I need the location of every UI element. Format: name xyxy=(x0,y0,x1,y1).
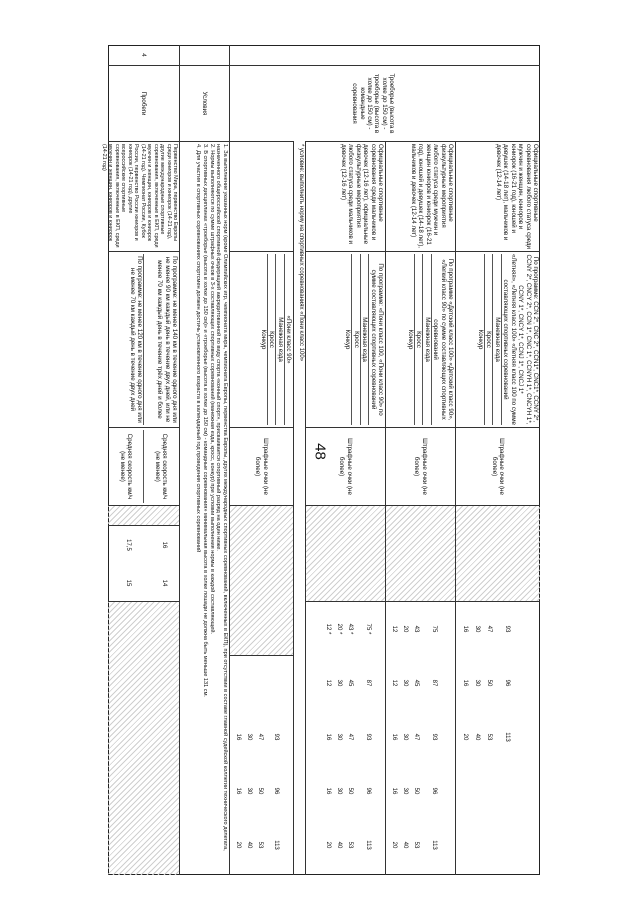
hatched-cell xyxy=(456,505,540,601)
program-cell-1: По программе: CCN 2*, CNC 2*, CCN1*, CNC1*, CCNY 2*, CCNY 2*, CNCY 2*, CCN 1*, CNC 1*, CCNYH 1*, CNCYH 1*, CCNY 1*, CNCY 1*, CCNJ 1*, CNCJ 1* «Летняя», «Летняя класс 100» «Летняя класс 100 по сумме составляющих спортивных соревнований Манежная езда Кросс Конкур xyxy=(456,251,540,427)
probeg-label: Пробеги xyxy=(108,65,179,141)
row-number-cell xyxy=(180,45,229,65)
probeg-row xyxy=(100,45,180,875)
program-cell-4: «Пони класс 90» Манежная езда Кросс Конкур xyxy=(230,251,293,427)
hatched-cell xyxy=(306,505,385,601)
values-cell-4: 93 96 113 47 50 53 30 30 40 16 16 20 xyxy=(230,655,293,875)
program-cell-2: По программе «Детский класс 100» «Детский класс 90», «Легкий класс 90» по сумме составляющих спортивных соревнований Манежная езда Кросс Конкур xyxy=(386,251,455,427)
page-number: 48 xyxy=(311,443,329,460)
criterion-cell-3: Штрафные очки (не более) xyxy=(306,427,385,505)
conditions-text: 1. За выполнение указанных норм (кроме Олимпийских игр, чемпионата мира, чемпионата Европы, первенства Европы, других международных спортивных соревнований, включенных в ЕКП), при отсутствии в составе главной судейской коллегии технического делегата, назначенного общероссийской спортивной федерацией аккредитованной по виду спорта «конный спорт», присваивается спортивный разряд на один ниже. 2. Нормы выполняются по сумме штрафных очков в 3-х составляющих спортивных соревнований (манежная езда, кросс, конкур) при условии выполнения нормы в каждой составляющей. 3. В спортивных дисциплинах «троеборье (высота в холке до 150 см)» и «троеборье (высота в холке до 150 см) - командные соревнования» минимальная высота в холке лошади не должна быть меньше 131 см. 4. Для участия в спортивных соревнованиях спортсмен должен достичь установленного возраста в календарный год проведения спортивных соревнований xyxy=(180,141,229,875)
conditions-row xyxy=(180,45,230,875)
criterion-cell-4: Штрафные очки (не более) xyxy=(230,427,293,505)
hatched-cell xyxy=(108,601,179,875)
program-cell-3: По программе: «Пони класс 100, «Пони класс 90» по сумме составляющих спортивных соревнований Манежная езда Кросс Конкур xyxy=(306,251,385,427)
table-row xyxy=(386,141,456,875)
table-row xyxy=(230,141,294,875)
criterion-cell-1: Штрафные очки (не более) xyxy=(456,427,540,505)
criterion-cell-2: Штрафные очки (не более) xyxy=(386,427,455,505)
hatched-cell xyxy=(230,505,293,655)
who-cell-4 xyxy=(230,141,293,251)
hatched-cell xyxy=(108,505,179,525)
discipline-label: Троеборье (высота в холке до 150 см) - троеборье (высота в холке до 150 см) - командные соревнования xyxy=(206,65,540,141)
hatched-cell xyxy=(386,505,455,601)
row-number-cell xyxy=(206,45,540,65)
probeg-who: Первенство Мира, первенство Европы среди юниоров и юниорок (14-21 год), другие международные спортивные соревнования, включенные в ЕКП, среди мужчин и женщин, юниоров и юниорок (14-21 год). Чемпионат России, Кубок России, первенство России юниоров и юниорок (14-21 год), другие всероссийские спортивные соревнования, включенные в ЕКП, среди мужчин и женщин, юниоров и юниорок (14-21 год) xyxy=(108,141,179,251)
values-cell-3: 75 * 87 93 96 113 43 * 45 47 50 53 20 * 30 30 30 40 12 * 12 16 16 20 xyxy=(306,601,385,875)
probeg-criteria: Средняя скорость км/ч (не менее) Средняя скорость км/ч (не менее) xyxy=(108,427,179,505)
row-number-cell: 4 xyxy=(140,53,148,57)
rotated-table-sheet xyxy=(100,45,540,875)
probeg-values: 16 14 17,5 15 xyxy=(108,525,179,601)
values-cell-1: 93 96 113 47 50 53 30 30 40 16 16 20 xyxy=(456,601,540,875)
conditions-label: Условия xyxy=(180,65,229,141)
table-row xyxy=(306,141,386,875)
who-cell-2: Официальные спортивные физкультурные мероприятия любого статуса среди мужчин и женщин юниоров и юниорок (16-21 год), юношей и девушек (14-18 лет), мальчиков и девочек (12-14 лет) xyxy=(386,141,455,251)
values-cell-2: 75 87 93 96 113 43 45 47 50 53 20 30 30 30 40 12 12 16 16 20 xyxy=(386,601,455,875)
who-cell-1: Официальные спортивные соревнования любого статуса среди мужчин и женщин, юниоров и юниорок (16-21 год), юношей и девушек (14-18 лет), мальчиков и девочек (12-14 лет) xyxy=(456,141,540,251)
who-cell-3: Официальные спортивные соревнования среди мальчиков и девочек (12-16 лет), официальные физкультурные мероприятия любого статуса среди мальчиков и девочек (12-16 лет) xyxy=(306,141,385,251)
probeg-programs: По программе: не менее 140 км в течение одного дня или не менее 90 км каждый день в течение двух дней, или не менее 70 км каждый день в течение трёх дней и более По программе: не менее 120 км в течение одного дня или не менее 70 км каждый день в течение двух дней xyxy=(108,251,179,427)
pony-footnote: * условие: выполнить норму на спортивных соревнованиях «Пони класс 100» xyxy=(294,141,306,875)
